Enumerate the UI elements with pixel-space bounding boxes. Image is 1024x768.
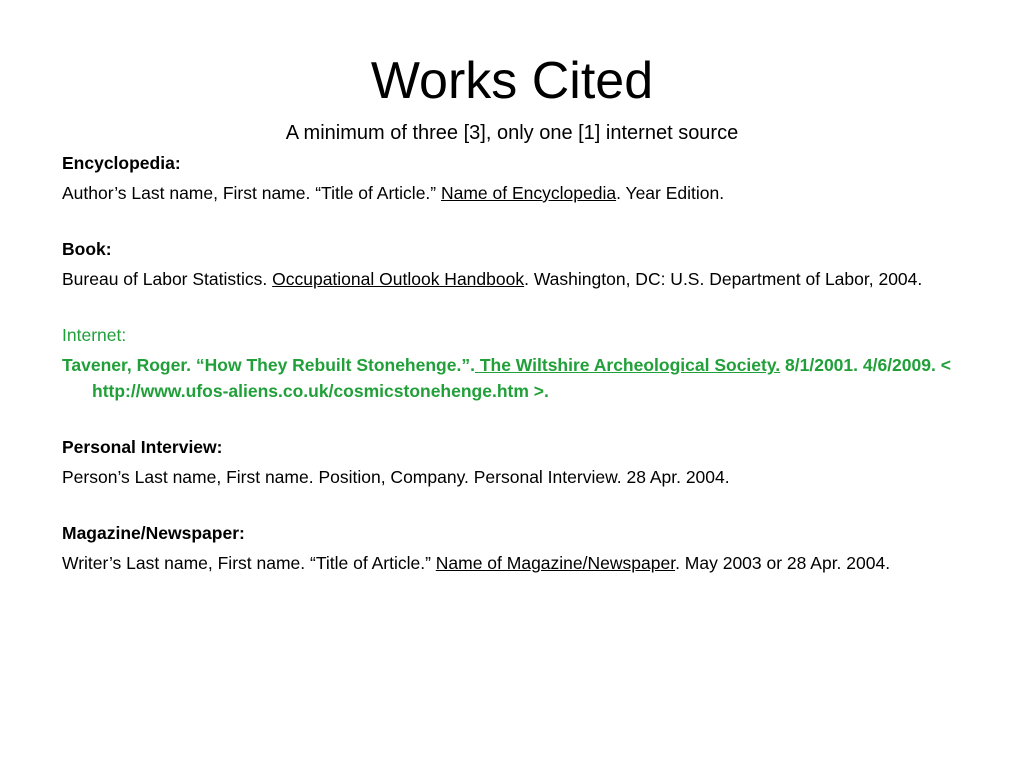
- citation-text: Author’s Last name, First name. “Title of Article.”: [62, 183, 441, 203]
- citation-entry-interview: Person’s Last name, First name. Position, Company. Personal Interview. 28 Apr. 2004.: [62, 467, 730, 487]
- section-encyclopedia: [62, 150, 962, 206]
- citation-underlined-title: Name of Magazine/Newspaper: [435, 553, 676, 573]
- section-heading-magazine: Magazine/Newspaper:: [62, 523, 245, 543]
- citation-underlined-title: Occupational Outlook Handbook: [272, 269, 525, 289]
- citation-text: . Washington, DC: U.S. Department of Labor, 2004.: [524, 269, 923, 289]
- citation-underlined-title: The Wiltshire Archeological Society.: [474, 355, 781, 375]
- section-heading-internet: Internet:: [62, 325, 127, 345]
- spacer: [62, 490, 962, 520]
- section-interview: [62, 434, 962, 490]
- spacer: [62, 404, 962, 434]
- citation-entry-internet: [62, 352, 962, 404]
- citation-text: . May 2003 or 28 Apr. 2004.: [675, 553, 891, 573]
- citation-list: [62, 150, 962, 576]
- section-book: [62, 236, 962, 292]
- slide-subtitle: A minimum of three [3], only one [1] internet source: [285, 122, 739, 144]
- citation-entry-magazine: [62, 550, 962, 576]
- slide-title: Works Cited: [370, 52, 654, 110]
- citation-entry-book: [62, 266, 962, 292]
- section-magazine: [62, 520, 962, 576]
- section-heading-interview: Personal Interview:: [62, 437, 223, 457]
- citation-text: . Year Edition.: [616, 183, 725, 203]
- spacer: [62, 292, 962, 322]
- section-internet: [62, 322, 962, 404]
- section-heading-book: Book:: [62, 239, 112, 259]
- citation-text: Tavener, Roger. “How They Rebuilt Stonehenge.”.: [62, 355, 475, 375]
- spacer: [62, 206, 962, 236]
- citation-text: 8/1/2001. 4/6/2009. < http://www.ufos-aliens.co.uk/cosmicstonehenge.htm >.: [92, 355, 951, 401]
- citation-entry-encyclopedia: [62, 180, 962, 206]
- section-heading-encyclopedia: Encyclopedia:: [62, 153, 181, 173]
- citation-underlined-title: Name of Encyclopedia: [440, 183, 617, 203]
- citation-text: Bureau of Labor Statistics.: [62, 269, 273, 289]
- citation-text: Writer’s Last name, First name. “Title of Article.”: [62, 553, 436, 573]
